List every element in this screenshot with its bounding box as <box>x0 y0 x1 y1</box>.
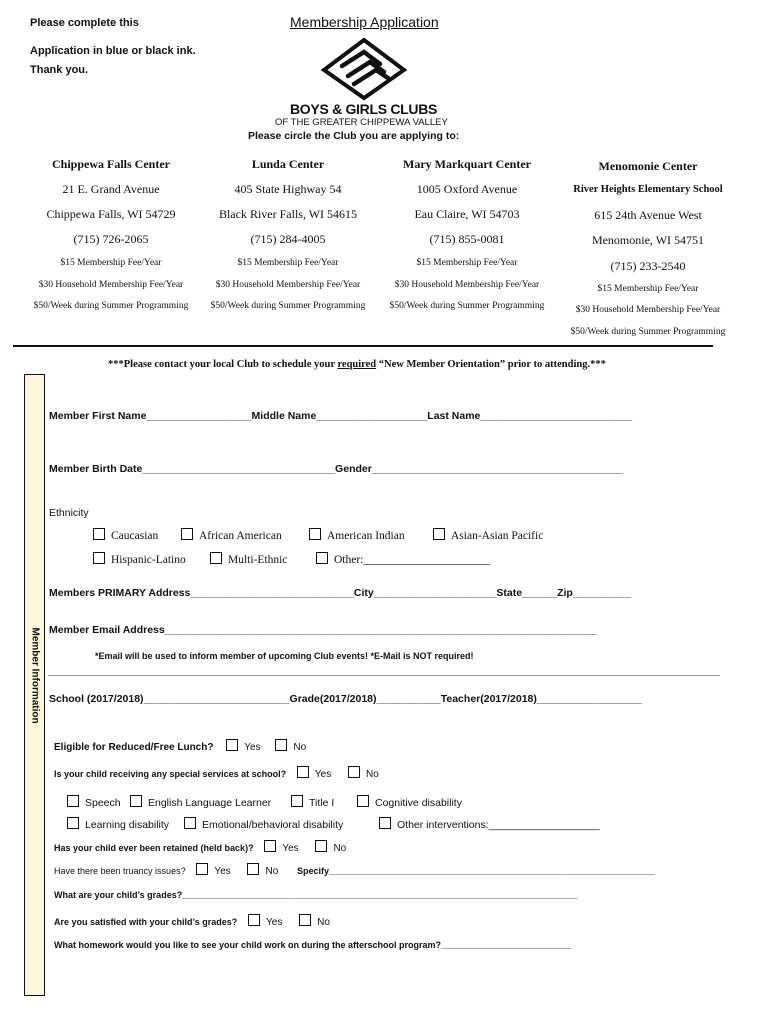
service-emotional[interactable]: Emotional/behavioral disability <box>184 817 343 831</box>
thin-divider <box>48 675 720 676</box>
orientation-text-after: “New Member Orientation” prior to attending.*** <box>376 359 606 370</box>
ethnicity-caucasian[interactable]: Caucasian <box>93 528 158 542</box>
checkbox-icon <box>291 795 303 807</box>
truancy-specify-field[interactable]: Specify_________________________________________________________________ <box>297 866 655 876</box>
checkbox-icon <box>248 914 260 926</box>
lunch-yes[interactable]: Yes <box>226 742 260 753</box>
club-fee-1: $15 Membership Fee/Year <box>416 258 518 268</box>
ethnicity-american-indian[interactable]: American Indian <box>309 528 405 542</box>
member-name-field[interactable]: Member First Name__________________Middle Name___________________Last Name__________________________ <box>49 410 633 422</box>
club-phone: (715) 855-0081 <box>429 232 505 246</box>
checkbox-icon <box>67 795 79 807</box>
ethnicity-other[interactable]: Other:______________________ <box>316 552 490 566</box>
truancy-no[interactable]: No <box>247 866 278 877</box>
club-name: Lunda Center <box>251 157 325 171</box>
club-fee-3: $50/Week during Summer Programming <box>210 301 366 311</box>
club-phone: (715) 233-2540 <box>610 259 686 273</box>
service-other[interactable]: Other interventions:___________________ <box>379 817 600 831</box>
club-name: Menomonie Center <box>598 159 698 173</box>
ethnicity-asian-pacific[interactable]: Asian-Asian Pacific <box>433 528 543 542</box>
orientation-text-before: ***Please contact your local Club to schedule your <box>108 359 338 370</box>
lunch-question: Eligible for Reduced/Free Lunch? Yes No <box>54 739 306 753</box>
service-ell[interactable]: English Language Learner <box>130 795 271 809</box>
satisfied-yes[interactable]: Yes <box>248 917 282 928</box>
truancy-question: Have there been truancy issues? Yes No Specify_________________________________________________________________ <box>54 863 654 877</box>
club-fee-2: $30 Household Membership Fee/Year <box>215 280 361 290</box>
primary-address-field[interactable]: Members PRIMARY Address____________________________City_____________________State______Zip__________ <box>49 587 632 599</box>
checkbox-icon <box>275 739 287 751</box>
instruction-line-1: Please complete this <box>30 17 139 29</box>
lunch-no[interactable]: No <box>275 742 306 753</box>
checkbox-icon <box>297 766 309 778</box>
instruction-line-2: Application in blue or black ink. <box>30 45 196 57</box>
checkbox-icon <box>348 766 360 778</box>
checkbox-icon <box>184 817 196 829</box>
orientation-notice <box>108 359 606 370</box>
checkbox-icon <box>433 528 445 540</box>
club-address: 1005 Oxford Avenue <box>416 182 518 196</box>
checkbox-icon <box>309 528 321 540</box>
retained-yes[interactable]: Yes <box>264 843 298 854</box>
club-fee-1: $15 Membership Fee/Year <box>237 258 339 268</box>
satisfied-no[interactable]: No <box>299 917 330 928</box>
section-divider <box>13 345 713 347</box>
orientation-required: required <box>337 359 377 370</box>
ethnicity-african-american[interactable]: African American <box>181 528 282 542</box>
services-question: Is your child receiving any special services at school? Yes No <box>54 766 379 780</box>
logo-sub-text: OF THE GREATER CHIPPEWA VALLEY <box>275 117 448 128</box>
retained-question: Has your child ever been retained (held back)? Yes No <box>54 840 346 854</box>
checkbox-icon <box>196 863 208 875</box>
club-city: Menomonie, WI 54751 <box>591 233 705 247</box>
club-phone: (715) 284-4005 <box>250 232 326 246</box>
club-fee-2: $30 Household Membership Fee/Year <box>38 280 184 290</box>
checkbox-icon <box>93 528 105 540</box>
email-note: *Email will be used to inform member of upcoming Club events! *E-Mail is NOT required! <box>95 651 474 661</box>
ethnicity-multi-ethnic[interactable]: Multi-Ethnic <box>210 552 287 566</box>
club-fee-1: $15 Membership Fee/Year <box>597 284 699 294</box>
checkbox-icon <box>130 795 142 807</box>
club-city: Eau Claire, WI 54703 <box>414 207 520 221</box>
services-yes[interactable]: Yes <box>297 769 331 780</box>
ethnicity-hispanic-latino[interactable]: Hispanic-Latino <box>93 552 186 566</box>
club-city: Chippewa Falls, WI 54729 <box>46 207 176 221</box>
services-no[interactable]: No <box>348 769 379 780</box>
checkbox-icon <box>181 528 193 540</box>
club-fee-3: $50/Week during Summer Programming <box>33 301 189 311</box>
ethnicity-label: Ethnicity <box>49 507 89 519</box>
club-city: Black River Falls, WI 54615 <box>218 207 358 221</box>
checkbox-icon <box>67 817 79 829</box>
checkbox-icon <box>299 914 311 926</box>
checkbox-icon <box>357 795 369 807</box>
school-grade-teacher-field[interactable]: School (2017/2018)_________________________Grade(2017/2018)___________Teacher(2017/2018)__________________ <box>49 693 642 705</box>
club-name: Mary Markquart Center <box>403 157 531 171</box>
checkbox-icon <box>379 817 391 829</box>
club-fee-3: $50/Week during Summer Programming <box>389 301 545 311</box>
instruction-line-3: Thank you. <box>30 64 89 76</box>
club-address: 21 E. Grand Avenue <box>62 182 160 196</box>
club-fee-1: $15 Membership Fee/Year <box>60 258 162 268</box>
service-title-1[interactable]: Title I <box>291 795 334 809</box>
side-tab-label: Member Information <box>29 627 41 724</box>
service-speech[interactable]: Speech <box>67 795 121 809</box>
club-fee-2: $30 Household Membership Fee/Year <box>394 280 540 290</box>
club-address: River Heights Elementary School <box>573 184 723 195</box>
checkbox-icon <box>93 552 105 564</box>
grades-field[interactable]: What are your child’s grades?_______________________________________________________________________________ <box>54 890 578 900</box>
checkbox-icon <box>316 552 328 564</box>
club-logo-icon <box>318 36 410 102</box>
club-fee-3: $50/Week during Summer Programming <box>570 327 726 337</box>
homework-field[interactable]: What homework would you like to see your child work on during the afterschool program?__________________________ <box>54 940 572 950</box>
service-learning[interactable]: Learning disability <box>67 817 169 831</box>
page-title: Membership Application <box>290 14 439 30</box>
club-street: 615 24th Avenue West <box>594 208 702 222</box>
club-address: 405 State Highway 54 <box>234 182 342 196</box>
checkbox-icon <box>226 739 238 751</box>
satisfied-question: Are you satisfied with your child’s grades? Yes No <box>54 914 330 928</box>
checkbox-icon <box>264 840 276 852</box>
retained-no[interactable]: No <box>315 843 346 854</box>
circle-club-prompt: Please circle the Club you are applying to: <box>248 130 460 142</box>
member-information-tab <box>24 374 45 996</box>
member-birth-gender-field[interactable]: Member Birth Date_________________________________Gender___________________________________________ <box>49 463 623 475</box>
logo-main-text: BOYS & GIRLS CLUBS <box>290 101 438 117</box>
checkbox-icon <box>247 863 259 875</box>
checkbox-icon <box>210 552 222 564</box>
truancy-yes[interactable]: Yes <box>196 866 230 877</box>
club-phone: (715) 726-2065 <box>73 232 149 246</box>
club-name: Chippewa Falls Center <box>52 157 170 171</box>
checkbox-icon <box>315 840 327 852</box>
club-fee-2: $30 Household Membership Fee/Year <box>575 305 721 315</box>
member-email-field[interactable]: Member Email Address__________________________________________________________________________ <box>49 624 597 636</box>
service-cognitive[interactable]: Cognitive disability <box>357 795 462 809</box>
